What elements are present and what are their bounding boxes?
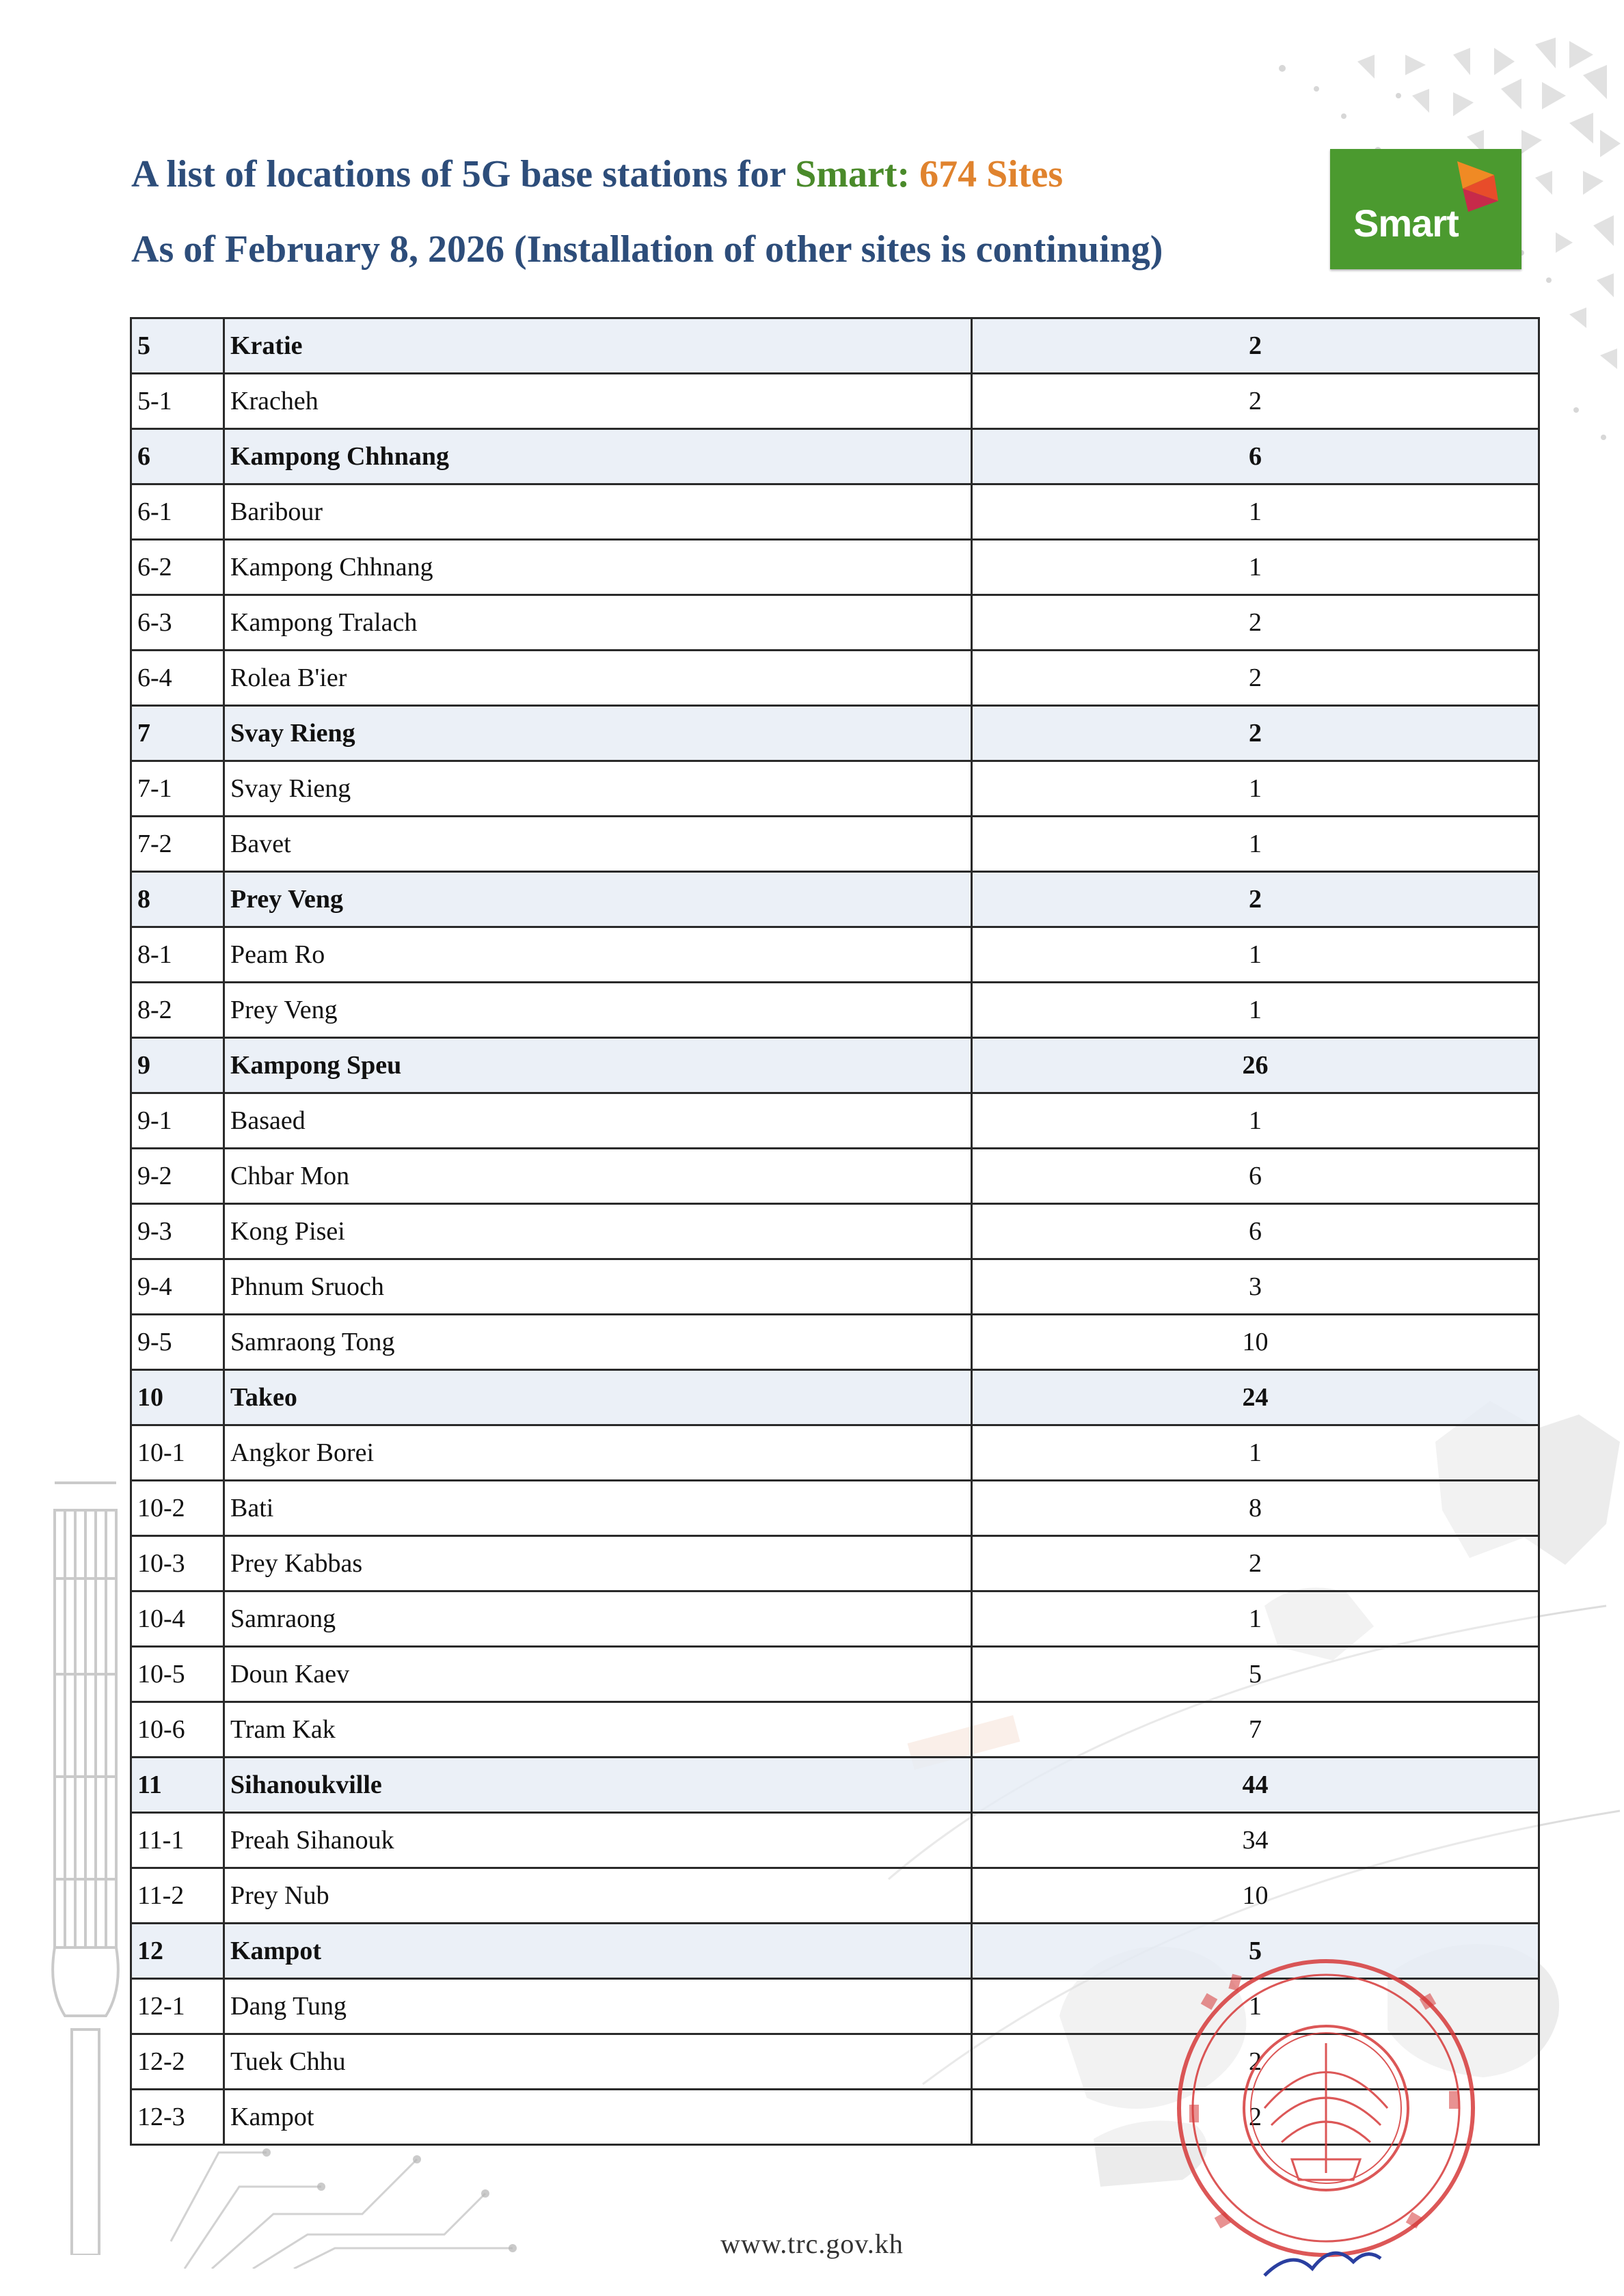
row-name-cell: Samraong [224, 1591, 972, 1647]
row-count-cell: 2 [972, 2034, 1539, 2090]
row-count-cell: 1 [972, 540, 1539, 595]
district-row [131, 374, 1539, 429]
district-row [131, 540, 1539, 595]
row-count-cell: 1 [972, 1979, 1539, 2034]
row-name-cell: Preah Sihanouk [224, 1813, 972, 1868]
row-count-cell: 2 [972, 651, 1539, 706]
row-count-cell: 2 [972, 374, 1539, 429]
row-count-cell: 1 [972, 1425, 1539, 1481]
row-id-cell: 10-5 [131, 1647, 224, 1702]
smart-logo-text: Smart [1353, 202, 1459, 245]
title-sites-count: 674 Sites [919, 153, 1064, 195]
row-name-cell: Angkor Borei [224, 1425, 972, 1481]
row-id-cell: 12-2 [131, 2034, 224, 2090]
row-id-cell: 11-1 [131, 1813, 224, 1868]
row-count-cell: 6 [972, 429, 1539, 484]
district-row [131, 1425, 1539, 1481]
row-name-cell: Svay Rieng [224, 706, 972, 761]
row-id-cell: 8-1 [131, 927, 224, 983]
row-id-cell: 9-1 [131, 1093, 224, 1149]
document-title [131, 150, 1063, 198]
smart-logo [1330, 149, 1521, 269]
row-count-cell: 2 [972, 872, 1539, 927]
district-row [131, 1481, 1539, 1536]
row-name-cell: Prey Kabbas [224, 1536, 972, 1591]
row-id-cell: 11 [131, 1758, 224, 1813]
row-name-cell: Kampong Tralach [224, 595, 972, 651]
title-brand: Smart: [795, 153, 910, 195]
official-stamp [1162, 1954, 1490, 2282]
row-id-cell: 6 [131, 429, 224, 484]
district-row [131, 761, 1539, 817]
row-id-cell: 8-2 [131, 983, 224, 1038]
row-name-cell: Bavet [224, 817, 972, 872]
row-id-cell: 10-4 [131, 1591, 224, 1647]
row-name-cell: Kratie [224, 318, 972, 374]
province-row [131, 1370, 1539, 1425]
row-id-cell: 10-6 [131, 1702, 224, 1758]
row-id-cell: 9 [131, 1038, 224, 1093]
row-count-cell: 10 [972, 1868, 1539, 1924]
sites-table-body [131, 318, 1539, 2145]
district-row [131, 1813, 1539, 1868]
row-count-cell: 1 [972, 927, 1539, 983]
row-id-cell: 6-4 [131, 651, 224, 706]
row-name-cell: Rolea B'ier [224, 651, 972, 706]
province-row [131, 1038, 1539, 1093]
row-id-cell: 10-2 [131, 1481, 224, 1536]
row-name-cell: Kampot [224, 1924, 972, 1979]
district-row [131, 1536, 1539, 1591]
row-count-cell: 2 [972, 595, 1539, 651]
row-id-cell: 10-1 [131, 1425, 224, 1481]
row-count-cell: 7 [972, 1702, 1539, 1758]
row-id-cell: 8 [131, 872, 224, 927]
district-row [131, 817, 1539, 872]
row-id-cell: 5 [131, 318, 224, 374]
row-name-cell: Tram Kak [224, 1702, 972, 1758]
row-name-cell: Tuek Chhu [224, 2034, 972, 2090]
row-count-cell: 3 [972, 1259, 1539, 1315]
row-name-cell: Prey Veng [224, 872, 972, 927]
row-id-cell: 11-2 [131, 1868, 224, 1924]
district-row [131, 1093, 1539, 1149]
row-id-cell: 7-2 [131, 817, 224, 872]
row-id-cell: 9-3 [131, 1204, 224, 1259]
row-count-cell: 44 [972, 1758, 1539, 1813]
row-count-cell: 1 [972, 484, 1539, 540]
row-name-cell: Kampot [224, 2090, 972, 2145]
row-id-cell: 10 [131, 1370, 224, 1425]
row-count-cell: 8 [972, 1481, 1539, 1536]
district-row [131, 595, 1539, 651]
row-name-cell: Prey Veng [224, 983, 972, 1038]
footer-url: www.trc.gov.kh [720, 2228, 904, 2259]
row-id-cell: 9-5 [131, 1315, 224, 1370]
province-row [131, 706, 1539, 761]
row-count-cell: 2 [972, 706, 1539, 761]
row-id-cell: 12-3 [131, 2090, 224, 2145]
row-id-cell: 7 [131, 706, 224, 761]
row-count-cell: 2 [972, 318, 1539, 374]
row-id-cell: 7-1 [131, 761, 224, 817]
row-count-cell: 24 [972, 1370, 1539, 1425]
district-row [131, 651, 1539, 706]
row-name-cell: Sihanoukville [224, 1758, 972, 1813]
row-id-cell: 6-1 [131, 484, 224, 540]
smart-logo-mark-icon [1453, 157, 1505, 216]
district-row [131, 484, 1539, 540]
title-prefix: A list of locations of 5G base stations for [131, 153, 796, 195]
row-name-cell: Doun Kaev [224, 1647, 972, 1702]
row-count-cell: 6 [972, 1204, 1539, 1259]
row-name-cell: Peam Ro [224, 927, 972, 983]
row-count-cell: 5 [972, 1647, 1539, 1702]
sites-table [130, 317, 1540, 2146]
district-row [131, 1149, 1539, 1204]
row-id-cell: 9-2 [131, 1149, 224, 1204]
district-row [131, 1868, 1539, 1924]
row-count-cell: 2 [972, 1536, 1539, 1591]
row-count-cell: 10 [972, 1315, 1539, 1370]
province-row [131, 429, 1539, 484]
row-count-cell: 1 [972, 1591, 1539, 1647]
signature-mark [1264, 2253, 1381, 2276]
row-name-cell: Kracheh [224, 374, 972, 429]
province-row [131, 1758, 1539, 1813]
district-row [131, 1647, 1539, 1702]
row-id-cell: 5-1 [131, 374, 224, 429]
row-count-cell: 1 [972, 1093, 1539, 1149]
district-row [131, 1702, 1539, 1758]
row-count-cell: 1 [972, 817, 1539, 872]
district-row [131, 1204, 1539, 1259]
row-id-cell: 6-2 [131, 540, 224, 595]
row-count-cell: 2 [972, 2090, 1539, 2145]
row-name-cell: Phnum Sruoch [224, 1259, 972, 1315]
row-count-cell: 6 [972, 1149, 1539, 1204]
row-name-cell: Svay Rieng [224, 761, 972, 817]
row-name-cell: Kampong Chhnang [224, 429, 972, 484]
row-name-cell: Baribour [224, 484, 972, 540]
row-name-cell: Samraong Tong [224, 1315, 972, 1370]
district-row [131, 1591, 1539, 1647]
row-name-cell: Kampong Speu [224, 1038, 972, 1093]
row-count-cell: 1 [972, 761, 1539, 817]
row-id-cell: 6-3 [131, 595, 224, 651]
district-row [131, 927, 1539, 983]
row-name-cell: Prey Nub [224, 1868, 972, 1924]
row-id-cell: 10-3 [131, 1536, 224, 1591]
row-name-cell: Kampong Chhnang [224, 540, 972, 595]
district-row [131, 983, 1539, 1038]
province-row [131, 318, 1539, 374]
document-subtitle: As of February 8, 2026 (Installation of other sites is continuing) [131, 228, 1163, 271]
row-count-cell: 34 [972, 1813, 1539, 1868]
row-name-cell: Dang Tung [224, 1979, 972, 2034]
district-row [131, 1315, 1539, 1370]
row-id-cell: 12 [131, 1924, 224, 1979]
row-count-cell: 26 [972, 1038, 1539, 1093]
row-name-cell: Takeo [224, 1370, 972, 1425]
row-name-cell: Basaed [224, 1093, 972, 1149]
district-row [131, 1259, 1539, 1315]
row-name-cell: Bati [224, 1481, 972, 1536]
row-count-cell: 5 [972, 1924, 1539, 1979]
row-id-cell: 12-1 [131, 1979, 224, 2034]
row-count-cell: 1 [972, 983, 1539, 1038]
row-name-cell: Kong Pisei [224, 1204, 972, 1259]
row-id-cell: 9-4 [131, 1259, 224, 1315]
row-name-cell: Chbar Mon [224, 1149, 972, 1204]
province-row [131, 872, 1539, 927]
